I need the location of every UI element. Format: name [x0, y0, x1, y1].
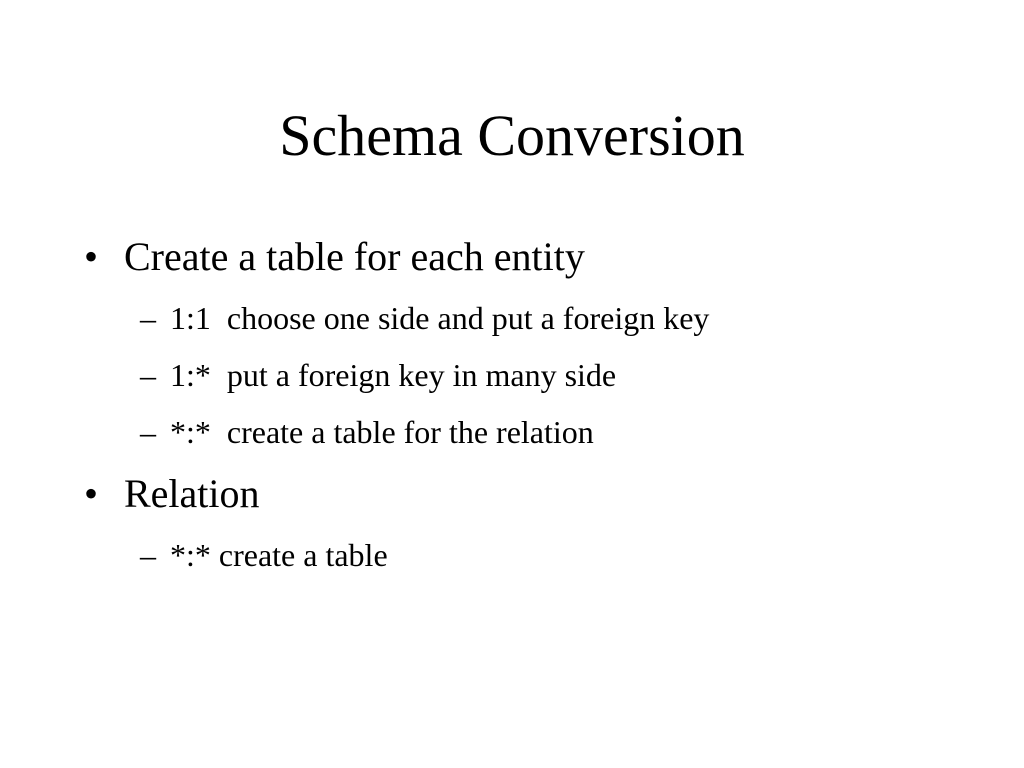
sub-bullet-item — [140, 355, 616, 395]
sub-bullet-item — [140, 298, 709, 338]
bullet-marker: • — [84, 234, 99, 279]
slide-title: Schema Conversion — [279, 103, 745, 168]
sub-bullet-text: *:* create a table — [170, 537, 388, 573]
dash-marker: – — [140, 537, 156, 573]
bullet-text: Relation — [124, 471, 260, 516]
sub-bullet-item — [140, 412, 594, 452]
dash-marker: – — [140, 414, 156, 450]
sub-bullet-text: 1:1 choose one side and put a foreign key — [170, 300, 710, 336]
sub-bullet-item — [140, 535, 388, 575]
bullet-text: Create a table for each entity — [124, 234, 585, 279]
bullet-marker: • — [84, 471, 99, 516]
dash-marker: – — [140, 357, 156, 393]
dash-marker: – — [140, 300, 156, 336]
bullet-item — [84, 233, 585, 281]
sub-bullet-text: *:* create a table for the relation — [170, 414, 594, 450]
sub-bullet-text: 1:* put a foreign key in many side — [170, 357, 617, 393]
bullet-item — [84, 470, 260, 518]
